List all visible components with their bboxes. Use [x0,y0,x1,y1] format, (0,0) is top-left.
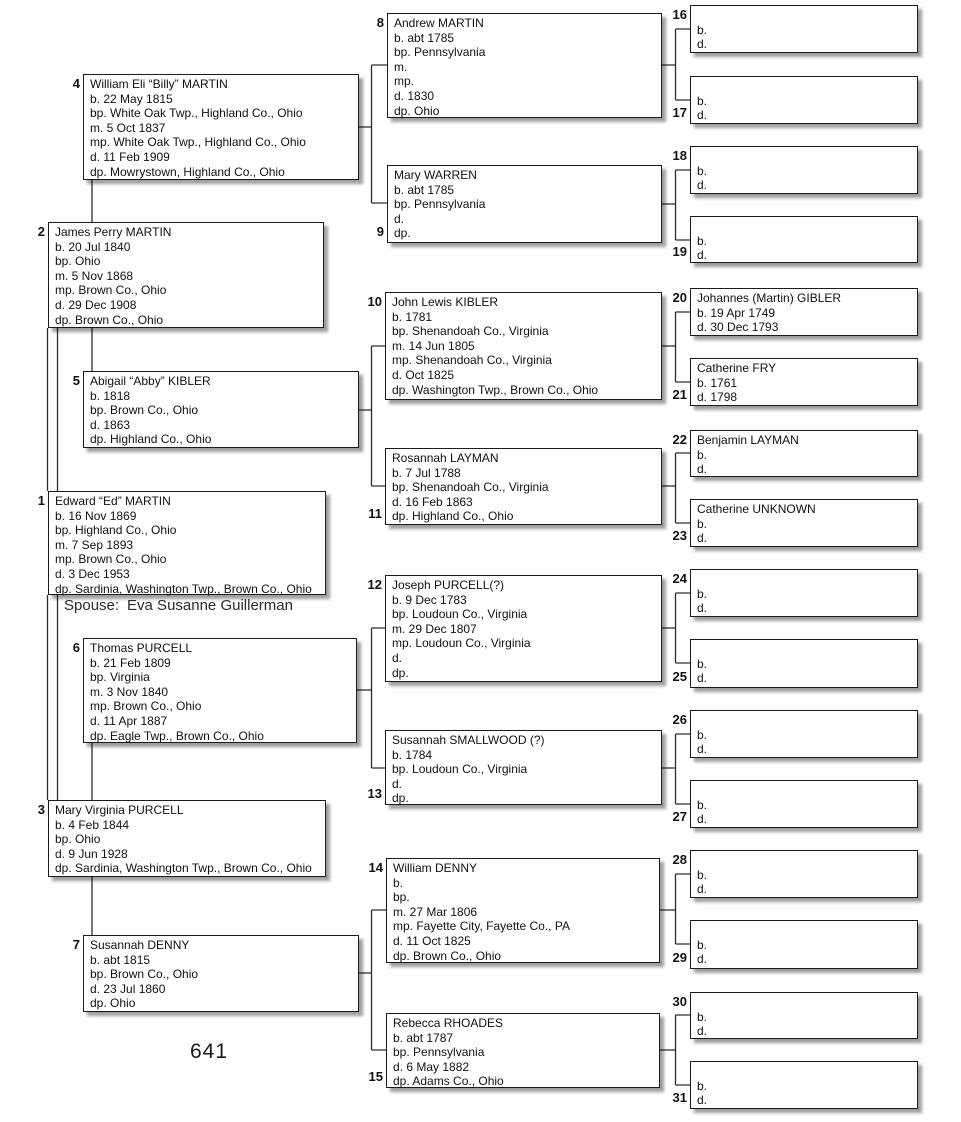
person-detail: bp. Ohio [55,254,101,269]
person-detail: bp. Highland Co., Ohio [55,523,177,538]
person-detail: bp. Shenandoah Co., Virginia [392,324,549,339]
person-box-21 [672,358,918,406]
person-box-18 [672,146,918,194]
ahnentafel-number: 23 [672,528,687,544]
person-detail: d. Oct 1825 [392,367,455,382]
person-detail: bp. Shenandoah Co., Virginia [392,480,549,495]
person-box-9 [376,165,662,243]
ahnentafel-number: 20 [672,290,687,305]
ahnentafel-number: 12 [367,577,382,592]
person-detail: b. 21 Feb 1809 [90,655,171,670]
person-detail: b. [697,516,708,531]
ahnentafel-number: 28 [672,852,687,867]
person-box-28 [672,850,918,898]
person-detail: d. 11 Feb 1909 [90,149,170,164]
person-detail: b. 1818 [90,388,131,403]
person-detail: dp. [394,226,411,241]
person-detail: b. [697,447,708,462]
person-name: Abigail “Abby” KIBLER [90,374,211,388]
person-detail: b. 16 Nov 1869 [55,508,137,523]
person-detail: d. 1798 [697,390,738,405]
person-detail: d. [697,531,708,546]
person-detail: d. [697,1024,708,1039]
person-detail: d. 11 Apr 1887 [90,713,168,728]
person-detail: d. 11 Oct 1825 [393,933,471,948]
spouse-label: Spouse: [64,597,120,614]
ahnentafel-number: 13 [367,786,382,802]
bracket-11-parents [662,453,690,523]
person-name: Mary Virginia PURCELL [55,803,184,817]
person-detail: mp. Brown Co., Ohio [90,699,202,714]
person-detail: b. [697,93,708,108]
person-detail: dp. Highland Co., Ohio [90,432,212,447]
person-name [697,713,914,728]
bracket-4-parents [358,65,387,203]
person-detail: b. abt 1785 [394,30,455,45]
person-detail: d. [697,601,708,616]
person-detail: bp. Loudoun Co., Virginia [392,607,528,622]
bracket-10-parents [662,312,690,382]
person-name: Johannes (Martin) GIBLER [697,291,842,305]
person-box-16 [672,5,918,53]
person-detail: b. [697,797,708,812]
person-name: Catherine FRY [697,361,777,375]
spouse-note [64,597,293,614]
person-detail: d. [697,812,708,827]
person-detail: b. 9 Dec 1783 [392,592,467,607]
spouse-name: Eva Susanne Guillerman [127,597,293,614]
person-detail: b. 1781 [392,309,433,324]
bracket-12-parents [662,593,690,663]
person-detail: dp. Sardinia, Washington Twp., Brown Co., Ohio [55,861,312,876]
person-detail: dp. [392,791,409,806]
person-detail: m. 29 Dec 1807 [392,621,477,636]
person-detail: dp. Ohio [394,103,440,118]
ahnentafel-number: 16 [672,7,687,22]
ahnentafel-number: 18 [672,148,687,163]
person-detail: m. 5 Nov 1868 [55,268,134,283]
person-detail: b. 7 Jul 1788 [392,465,461,480]
person-detail: mp. Loudoun Co., Virginia [392,636,531,651]
person-detail: mp. Shenandoah Co., Virginia [392,353,552,368]
person-name: John Lewis KIBLER [392,295,499,309]
person-detail: dp. [392,665,409,680]
person-detail: b. [697,937,708,952]
person-detail: d. [697,671,708,686]
person-detail: d. [392,650,403,665]
person-detail: m. 7 Sep 1893 [55,537,134,552]
person-box-19 [672,216,918,263]
person-name [697,149,914,164]
person-name: Catherine UNKNOWN [697,502,816,516]
ahnentafel-number: 26 [672,712,687,727]
person-detail: b. [393,875,404,890]
person-box-15 [368,1013,660,1089]
person-detail: m. 5 Oct 1837 [90,120,166,135]
person-name [697,219,914,234]
person-detail: bp. Ohio [55,832,101,847]
person-name: Joseph PURCELL(?) [392,578,505,592]
ahnentafel-number: 31 [672,1090,687,1106]
person-name [697,783,914,798]
person-detail: b. 4 Feb 1844 [55,817,130,832]
person-detail: d. 9 Jun 1928 [55,846,128,861]
person-detail: dp. Mowrystown, Highland Co., Ohio [90,164,285,179]
ahnentafel-number: 2 [37,224,45,239]
ahnentafel-number: 7 [72,937,80,952]
person-box-2 [37,222,324,328]
person-box-30 [672,992,918,1039]
person-name [697,572,914,587]
person-detail: m. 14 Jun 1805 [392,338,475,353]
bracket-15-parents [660,1015,690,1085]
person-detail: mp. [394,74,415,89]
ahnentafel-number: 19 [672,244,687,260]
person-box-1 [37,491,326,596]
person-detail: d. [697,37,708,52]
person-box-22 [672,430,918,477]
person-detail: bp. Brown Co., Ohio [90,403,199,418]
person-detail: bp. [393,890,410,905]
ahnentafel-number: 25 [672,669,687,685]
person-detail: dp. Ohio [90,996,136,1011]
person-box-4 [72,74,359,180]
ahnentafel-number: 8 [376,15,384,30]
ahnentafel-number: 14 [368,860,383,875]
ahnentafel-number: 10 [367,294,382,309]
person-detail: d. 3 Dec 1953 [55,566,130,581]
person-name: Mary WARREN [394,168,477,182]
person-box-25 [672,639,918,688]
person-detail: b. 20 Jul 1840 [55,239,131,254]
ahnentafel-number: 6 [72,640,80,655]
person-detail: dp. Washington Twp., Brown Co., Ohio [392,382,599,397]
person-name [697,923,914,938]
person-name [697,1064,914,1079]
person-detail: d. [697,882,708,897]
person-detail: b. 1761 [697,375,738,390]
person-detail: b. 1784 [392,747,433,762]
person-box-24 [672,569,918,617]
ahnentafel-number: 30 [672,994,687,1009]
ahnentafel-number: 22 [672,432,687,447]
bracket-7-parents [358,910,386,1050]
bracket-14-parents [660,874,690,944]
person-detail: bp. Pennsylvania [393,1045,485,1060]
person-name: Thomas PURCELL [90,641,193,655]
ahnentafel-number: 1 [37,493,45,508]
person-name: Rebecca RHOADES [393,1016,504,1030]
bracket-8-parents [662,29,690,100]
person-name: Susannah DENNY [90,938,190,952]
person-detail: b. [697,1009,708,1024]
person-detail: b. abt 1787 [393,1030,454,1045]
ahnentafel-number: 21 [672,387,687,403]
person-box-17 [672,76,918,124]
person-detail: bp. Loudoun Co., Virginia [392,762,528,777]
person-detail: m. 27 Mar 1806 [393,904,478,919]
person-detail: d. [697,742,708,757]
person-detail: bp. Brown Co., Ohio [90,967,199,982]
person-name: William DENNY [393,861,477,875]
person-detail: b. [697,1078,708,1093]
person-detail: mp. Fayette City, Fayette Co., PA [393,919,570,934]
ahnentafel-number: 17 [672,105,687,121]
person-name [697,995,914,1010]
person-name: Benjamin LAYMAN [697,433,799,447]
person-name: Rosannah LAYMAN [392,451,499,465]
person-box-31 [672,1061,918,1109]
ahnentafel-number: 27 [672,809,687,825]
person-box-7 [72,935,359,1012]
person-name: Andrew MARTIN [394,16,484,30]
person-detail: b. [697,586,708,601]
person-name: James Perry MARTIN [55,225,172,239]
person-name: Susannah SMALLWOOD (?) [392,733,545,747]
person-name [697,79,914,94]
person-detail: d. 6 May 1882 [393,1059,470,1074]
person-detail: m. 3 Nov 1840 [90,684,169,699]
ahnentafel-number: 24 [672,571,687,586]
person-detail: d. [697,462,708,477]
person-detail: b. [697,163,708,178]
ahnentafel-number: 15 [368,1069,383,1085]
ahnentafel-number: 4 [72,76,80,91]
person-detail: d. [697,178,708,193]
ahnentafel-number: 29 [672,950,687,966]
person-box-23 [672,499,918,547]
person-detail: d. [697,952,708,967]
person-detail: b. [697,22,708,37]
person-box-6 [72,638,357,743]
person-box-11 [368,448,662,525]
person-box-14 [368,858,660,963]
person-detail: b. [697,727,708,742]
bracket-9-parents [662,170,690,240]
person-box-8 [376,13,662,118]
person-detail: d. 1863 [90,417,131,432]
person-detail: d. 29 Dec 1908 [55,297,137,312]
person-box-20 [672,288,918,336]
person-box-29 [672,920,918,969]
person-box-12 [367,575,662,682]
bracket-13-parents [662,734,690,804]
person-detail: dp. Brown Co., Ohio [393,948,502,963]
person-detail: b. 22 May 1815 [90,91,173,106]
person-detail: b. 19 Apr 1749 [697,305,776,320]
person-detail: d. [392,776,403,791]
person-detail: mp. Brown Co., Ohio [55,283,167,298]
person-detail: bp. Virginia [90,670,150,685]
person-detail: dp. Highland Co., Ohio [392,509,514,524]
person-detail: d. [697,248,708,263]
person-name [697,8,914,23]
person-detail: dp. Eagle Twp., Brown Co., Ohio [90,728,264,743]
page-number: 641 [190,1040,229,1063]
person-detail: m. [394,59,408,74]
person-detail: bp. Pennsylvania [394,197,486,212]
person-detail: d. 16 Feb 1863 [392,494,473,509]
person-name: William Eli “Billy” MARTIN [90,77,228,91]
person-detail: d. [394,211,405,226]
person-detail: d. [697,1093,708,1108]
person-detail: b. [697,656,708,671]
person-detail: d. 1830 [394,88,435,103]
bracket-6-parents [357,628,385,768]
ahnentafel-number: 5 [72,373,80,388]
person-box-3 [37,800,326,877]
person-name [697,642,914,657]
person-detail: b. [697,867,708,882]
person-detail: b. abt 1815 [90,952,151,967]
person-detail: bp. Pennsylvania [394,45,486,60]
person-box-5 [72,371,359,448]
person-detail: d. 30 Dec 1793 [697,320,779,335]
person-name: Edward “Ed” MARTIN [55,494,171,508]
person-detail: b. abt 1785 [394,182,455,197]
person-detail: mp. White Oak Twp., Highland Co., Ohio [90,135,306,150]
person-detail: mp. Brown Co., Ohio [55,552,167,567]
person-detail: dp. Sardinia, Washington Twp., Brown Co., Ohio [55,581,312,596]
ahnentafel-number: 9 [376,224,384,240]
person-name [697,853,914,868]
person-detail: d. 23 Jul 1860 [90,981,166,996]
person-box-10 [367,292,662,400]
person-detail: d. [697,108,708,123]
person-detail: dp. Adams Co., Ohio [393,1074,504,1089]
ahnentafel-number: 3 [37,802,45,817]
bracket-5-parents [358,346,385,486]
person-detail: dp. Brown Co., Ohio [55,312,164,327]
person-box-13 [367,730,662,806]
person-box-26 [672,710,918,758]
person-box-27 [672,780,918,828]
ahnentafel-number: 11 [368,506,382,522]
person-detail: bp. White Oak Twp., Highland Co., Ohio [90,106,303,121]
person-detail: b. [697,233,708,248]
